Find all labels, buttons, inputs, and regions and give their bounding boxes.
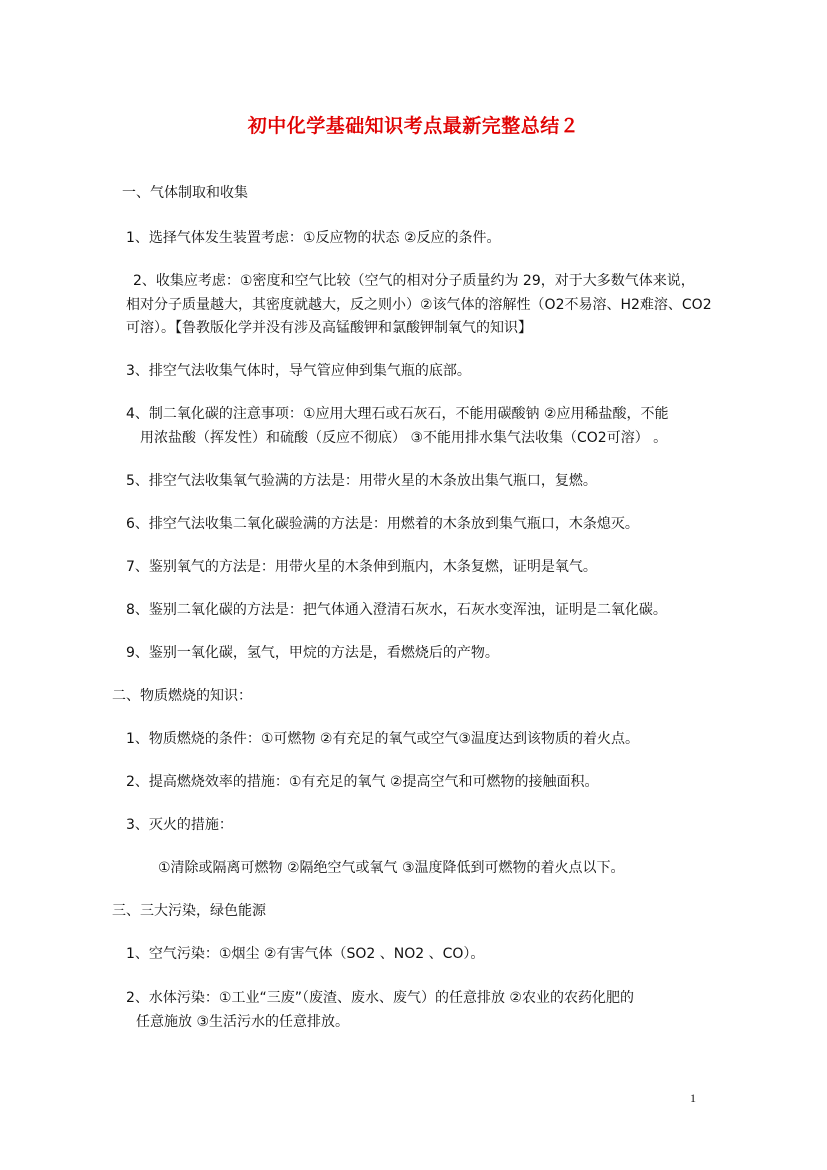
document-title: 初中化学基础知识考点最新完整总结２: [247, 115, 580, 137]
list-item-detail: ①清除或隔离可燃物 ②隔绝空气或氧气 ③温度降低到可燃物的着火点以下。: [158, 860, 625, 876]
page-number: 1: [690, 1091, 696, 1105]
list-item: 2、收集应考虑：①密度和空气比较（空气的相对分子质量约为 29，对于大多数气体来说，: [133, 273, 695, 289]
list-item: 1、选择气体发生装置考虑：①反应物的状态 ②反应的条件。: [126, 230, 501, 246]
list-item: 1、空气污染：①烟尘 ②有害气体（SO2 、NO2 、CO）。: [126, 946, 485, 962]
list-item-continuation: 相对分子质量越大，其密度就越大，反之则小）②该气体的溶解性（O2不易溶、H2难溶、CO2: [126, 297, 712, 313]
list-item: 3、排空气法收集气体时，导气管应伸到集气瓶的底部。: [126, 363, 471, 379]
list-item: 4、制二氧化碳的注意事项：①应用大理石或石灰石，不能用碳酸钠 ②应用稀盐酸，不能: [126, 406, 669, 422]
section-heading: 二、物质燃烧的知识：: [112, 688, 252, 704]
list-item: 6、排空气法收集二氧化碳验满的方法是：用燃着的木条放到集气瓶口，木条熄灭。: [126, 516, 639, 532]
list-item: 8、鉴别二氧化碳的方法是：把气体通入澄清石灰水，石灰水变浑浊，证明是二氧化碳。: [126, 602, 667, 618]
list-item: 3、灭火的措施：: [126, 817, 233, 833]
section-heading: 三、三大污染，绿色能源: [112, 903, 266, 919]
list-item: 9、鉴别一氧化碳，氢气，甲烷的方法是，看燃烧后的产物。: [126, 645, 499, 661]
list-item: 2、水体污染：①工业“三废”（废渣、废水、废气）的任意排放 ②农业的农药化肥的: [126, 990, 634, 1006]
list-item-continuation: 任意施放 ③生活污水的任意排放。: [136, 1014, 350, 1030]
list-item: 7、鉴别氧气的方法是：用带火星的木条伸到瓶内，木条复燃，证明是氧气。: [126, 559, 597, 575]
list-item: 5、排空气法收集氧气验满的方法是：用带火星的木条放出集气瓶口，复燃。: [126, 473, 597, 489]
list-item-continuation: 用浓盐酸（挥发性）和硫酸（反应不彻底） ③不能用排水集气法收集（CO2可溶） 。: [140, 430, 668, 446]
list-item: 2、提高燃烧效率的措施：①有充足的氧气 ②提高空气和可燃物的接触面积。: [126, 774, 599, 790]
list-item: 1、物质燃烧的条件：①可燃物 ②有充足的氧气或空气③温度达到该物质的着火点。: [126, 731, 640, 747]
list-item-continuation: 可溶）。【鲁教版化学并没有涉及高锰酸钾和氯酸钾制氧气的知识】: [126, 320, 532, 336]
section-heading: 一、气体制取和收集: [122, 185, 248, 201]
